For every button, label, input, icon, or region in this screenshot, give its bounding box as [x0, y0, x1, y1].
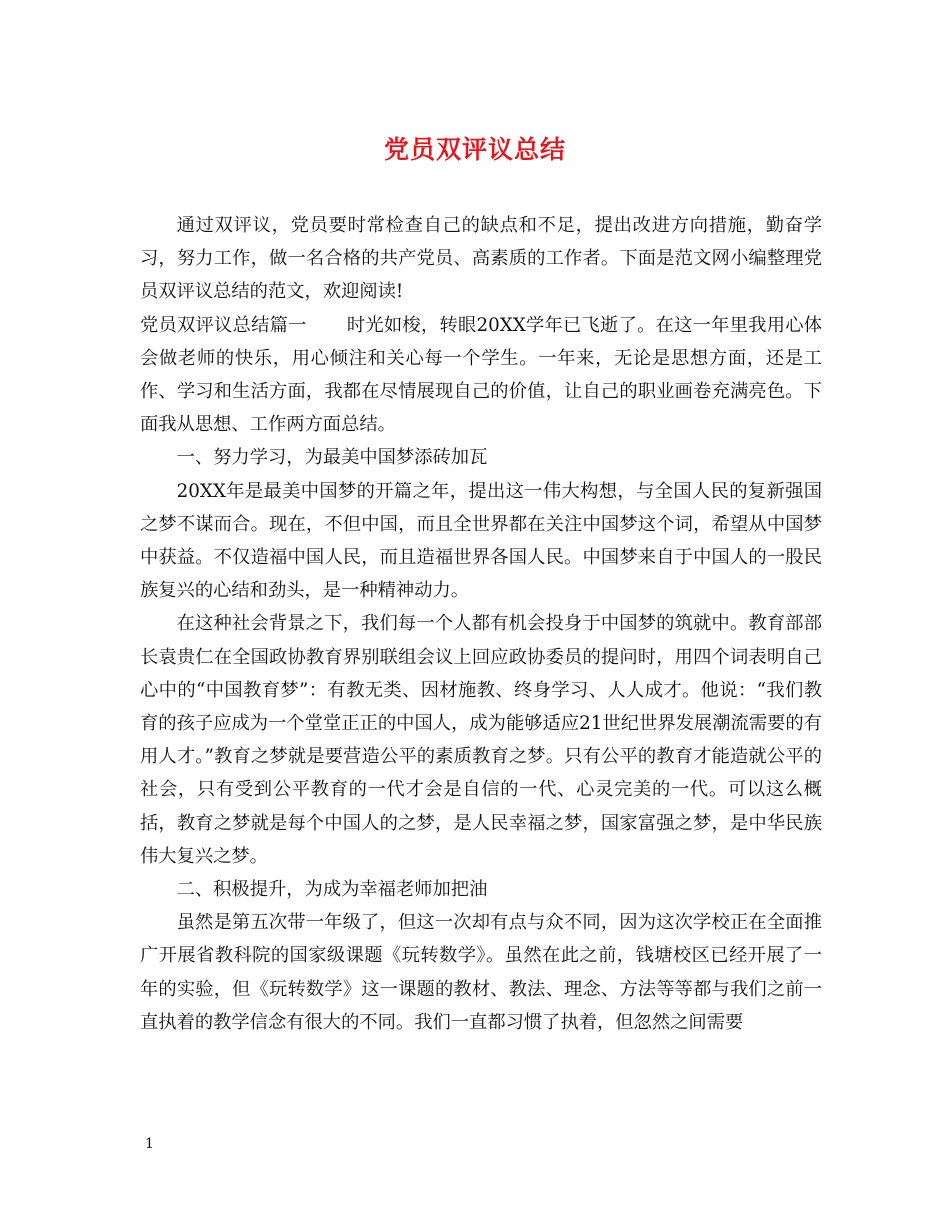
document-title: 党员双评议总结 — [383, 135, 566, 164]
heading-1: 一、努力学习，为最美中国梦添砖加瓦 — [176, 447, 488, 469]
document-body — [140, 209, 822, 1039]
paragraph-3: 虽然是第五次带一年级了，但这一次却有点与众不同，因为这次学校正在全面推广开展省教科院的国家级课题《玩转数学》。虽然在此之前，钱塘校区已经开展了一年的实验，但《玩转数学》这一课题的教材、教法、理念、方法等等都与我们之前一直执着的教学信念有很大的不同。我们一直都习惯了执着，但忽然之间需要 — [140, 912, 822, 1033]
page-number: 1 — [145, 1136, 154, 1152]
section-intro-text: 时光如梭，转眼20XX学年已飞逝了。在这一年里我用心体会做老师的快乐，用心倾注和关心每一个学生。一年来，无论是思想方面，还是工作、学习和生活方面，我都在尽情展现自己的价值，让自己的职业画卷充满亮色。下面我从思想、工作两方面总结。 — [140, 314, 823, 436]
intro-paragraph: 通过双评议，党员要时常检查自己的缺点和不足，提出改进方向措施，勤奋学习，努力工作，做一名合格的共产党员、高素质的工作者。下面是范文网小编整理党员双评议总结的范文，欢迎阅读! — [140, 215, 822, 303]
paragraph-1: 20XX年是最美中国梦的开篇之年，提出这一伟大构想，与全国人民的复新强国之梦不谋而合。现在，不但中国，而且全世界都在关注中国梦这个词，希望从中国梦中获益。不仅造福中国人民，而且造福世界各国人民。中国梦来自于中国人的一股民族复兴的心结和劲头，是一种精神动力。 — [140, 480, 822, 602]
section-label: 党员双评议总结篇一 — [140, 314, 307, 336]
section-paragraph — [140, 309, 822, 442]
paragraph-2: 在这种社会背景之下，我们每一个人都有机会投身于中国梦的筑就中。教育部部长袁贵仁在全国政协教育界别联组会议上回应政协委员的提问时，用四个词表明自己心中的“中国教育梦”：有教无类、因材施教、终身学习、人人成才。他说：“我们教育的孩子应成为一个堂堂正正的中国人，成为能够适应21世纪世界发展潮流需要的有用人才。”教育之梦就是要营造公平的素质教育之梦。只有公平的教育才能造就公平的社会，只有受到公平教育的一代才会是自信的一代、心灵完美的一代。可以这么概括，教育之梦就是每个中国人的之梦，是人民幸福之梦，国家富强之梦，是中华民族伟大复兴之梦。 — [140, 613, 822, 867]
heading-2: 二、积极提升，为成为幸福老师加把油 — [176, 879, 488, 901]
